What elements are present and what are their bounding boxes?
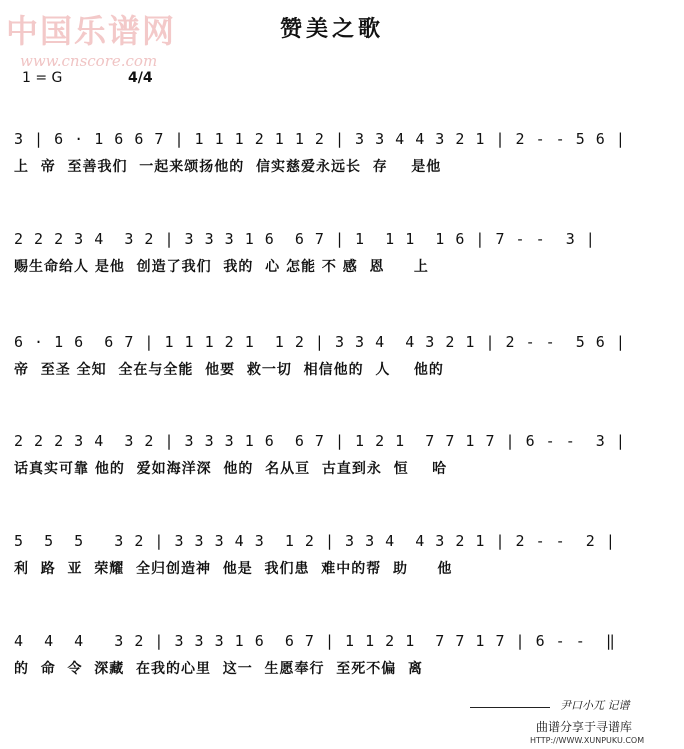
lyrics-line: 的 命 令 深藏 在我的心里 这一 生愿奉行 至死不偏 离 (14, 661, 423, 677)
lyrics-line: 帝 至圣 全知 全在与全能 他要 救一切 相信他的 人 他的 (14, 362, 444, 378)
notes-line: 4 4 4 3 2 | 3 3 3 1 6 6 7 | 1 1 2 1 7 7 1 7 | 6 - - ‖ (14, 632, 616, 650)
lyrics-line: 上 帝 至善我们 一起来颂扬他的 信实慈爱永远长 存 是他 (14, 159, 442, 175)
score-row (0, 333, 684, 413)
score-row (0, 130, 684, 210)
page-title: 赞美之歌 (280, 16, 385, 42)
watermark-logo: 中国乐谱网 (6, 12, 177, 50)
transcriber-credit: 尹口小兀 记谱 (560, 699, 630, 712)
score-row (0, 432, 684, 512)
footer-url[interactable]: HTTP://WWW.XUNPUKU.COM (530, 736, 645, 745)
notes-line: 3 | 6 · 1 6 6 7 | 1 1 1 2 1 1 2 | 3 3 4 4 3 2 1 | 2 - - 5 6 | (14, 130, 626, 148)
notes-line: 5 5 5 3 2 | 3 3 3 4 3 1 2 | 3 3 4 4 3 2 1 | 2 - - 2 | (14, 532, 616, 550)
notes-line: 6 · 1 6 6 7 | 1 1 1 2 1 1 2 | 3 3 4 4 3 2 1 | 2 - - 5 6 | (14, 333, 626, 351)
watermark-url: www.cnscore.com (20, 52, 158, 70)
lyrics-line: 利 路 亚 荣耀 全归创造神 他是 我们患 难中的帮 助 他 (14, 561, 453, 577)
score-row (0, 230, 684, 310)
score-row (0, 532, 684, 612)
credit-divider (470, 707, 550, 708)
time-signature: 4/4 (128, 70, 153, 86)
lyrics-line: 话真实可靠 他的 爱如海洋深 他的 名从亘 古直到永 恒 哈 (14, 461, 448, 477)
lyrics-line: 赐生命给人 是他 创造了我们 我的 心 怎能 不 感 恩 上 (14, 259, 429, 275)
notes-line: 2 2 2 3 4 3 2 | 3 3 3 1 6 6 7 | 1 1 1 1 6 | 7 - - 3 | (14, 230, 596, 248)
notes-line: 2 2 2 3 4 3 2 | 3 3 3 1 6 6 7 | 1 2 1 7 7 1 7 | 6 - - 3 | (14, 432, 626, 450)
key-signature: 1 = G (22, 70, 63, 86)
share-note: 曲谱分享于寻谱库 (536, 720, 633, 734)
